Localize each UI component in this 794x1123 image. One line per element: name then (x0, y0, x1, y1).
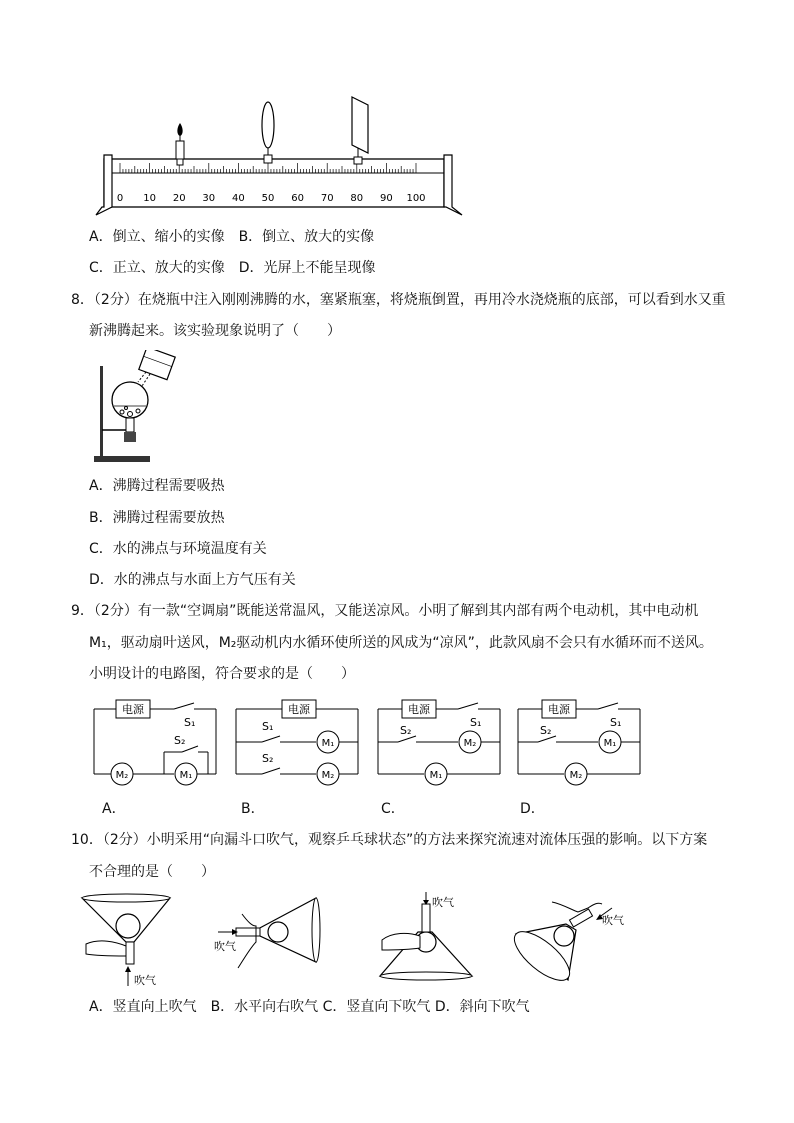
light-screen-icon (352, 97, 368, 164)
svg-text:M₁: M₁ (429, 770, 443, 781)
svg-text:S₁: S₁ (470, 716, 482, 729)
q10-options: A．竖直向上吹气 B．水平向右吹气 C．竖直向下吹气 D．斜向下吹气 (89, 999, 530, 1015)
ruler-label: 0 (116, 193, 124, 204)
q9-option-a-label: A． (102, 801, 126, 817)
svg-text:M₂: M₂ (115, 770, 129, 781)
ruler-label: 40 (232, 193, 245, 204)
circuit-a (90, 696, 222, 788)
q9-option-b-label: B． (241, 801, 265, 817)
funnel-figure-d (512, 890, 632, 986)
q8-option-c: C．水的沸点与环境温度有关 (89, 541, 267, 557)
svg-text:电源: 电源 (548, 703, 570, 716)
svg-text:吹气: 吹气 (214, 940, 236, 953)
circuit-b (232, 696, 364, 788)
q8-option-d: D．水的沸点与水面上方气压有关 (89, 572, 296, 588)
svg-text:M₁: M₁ (603, 738, 617, 749)
q10-stem-line-2: 不合理的是（ ） (89, 864, 215, 880)
circuit-c (374, 696, 506, 788)
svg-text:M₂: M₂ (569, 770, 583, 781)
svg-text:S₂: S₂ (400, 724, 412, 737)
ruler-label: 20 (172, 193, 186, 204)
svg-text:电源: 电源 (288, 703, 310, 716)
svg-text:S₂: S₂ (174, 734, 186, 747)
q7-option-line-1: A．倒立、缩小的实像 B．倒立、放大的实像 (89, 229, 375, 245)
ruler-label: 70 (320, 193, 334, 204)
candle-icon (176, 123, 184, 165)
ruler-label: 80 (350, 193, 364, 204)
funnel-figure-b (212, 892, 322, 972)
svg-text:吹气: 吹气 (602, 914, 624, 927)
q8-option-b: B．沸腾过程需要放热 (89, 510, 225, 526)
svg-text:吹气: 吹气 (432, 896, 454, 909)
q8-stem-line-2: 新沸腾起来。该实验现象说明了（ ） (89, 323, 341, 339)
ruler-label: 60 (291, 193, 304, 204)
optical-bench-figure (90, 95, 470, 220)
svg-text:S₂: S₂ (540, 724, 552, 737)
ruler-label: 50 (261, 193, 275, 204)
svg-text:S₁: S₁ (262, 720, 274, 733)
svg-text:S₁: S₁ (184, 716, 196, 729)
q10-stem-line-1: 10．（2分）小明采用“向漏斗口吹气，观察乒乓球状态”的方法来探究流速对流体压强的影响。以下方案 (71, 832, 708, 848)
circuit-d (514, 696, 646, 788)
q7-option-line-2: C．正立、放大的实像 D．光屏上不能呈现像 (89, 260, 376, 276)
flask-boiling-figure (90, 350, 200, 468)
funnel-figure-a (76, 890, 176, 990)
svg-text:S₁: S₁ (610, 716, 622, 729)
q9-option-c-label: C． (381, 801, 405, 817)
q9-stem-line-1: 9．（2分）有一款“空调扇”既能送常温风，又能送凉风。小明了解到其内部有两个电动机，其中电动机 (71, 603, 699, 619)
funnel-figure-c (372, 892, 482, 982)
q8-option-a: A．沸腾过程需要吸热 (89, 478, 225, 494)
svg-text:M₁: M₁ (321, 738, 335, 749)
q9-option-d-label: D． (520, 801, 545, 817)
ruler-label: 10 (143, 193, 156, 204)
q9-stem-line-2: M₁，驱动扇叶送风，M₂驱动机内水循环使所送的风成为“凉风”，此款风扇不会只有水循环而不送风。 (89, 635, 713, 651)
svg-text:S₂: S₂ (262, 752, 274, 765)
svg-text:电源: 电源 (408, 703, 430, 716)
power-label: 电源 (122, 703, 144, 716)
q8-stem-line-1: 8．（2分）在烧瓶中注入刚刚沸腾的水，塞紧瓶塞，将烧瓶倒置，再用冷水浇烧瓶的底部，可以看到水又重 (71, 292, 726, 308)
svg-text:吹气: 吹气 (134, 974, 156, 987)
ruler-label: 90 (380, 193, 393, 204)
svg-text:M₂: M₂ (321, 770, 335, 781)
svg-text:M₂: M₂ (463, 738, 477, 749)
q9-stem-line-3: 小明设计的电路图，符合要求的是（ ） (89, 666, 355, 682)
ruler-label: 100 (406, 193, 426, 204)
svg-text:M₁: M₁ (179, 770, 193, 781)
ruler-label: 30 (202, 193, 216, 204)
convex-lens-icon (262, 102, 274, 163)
